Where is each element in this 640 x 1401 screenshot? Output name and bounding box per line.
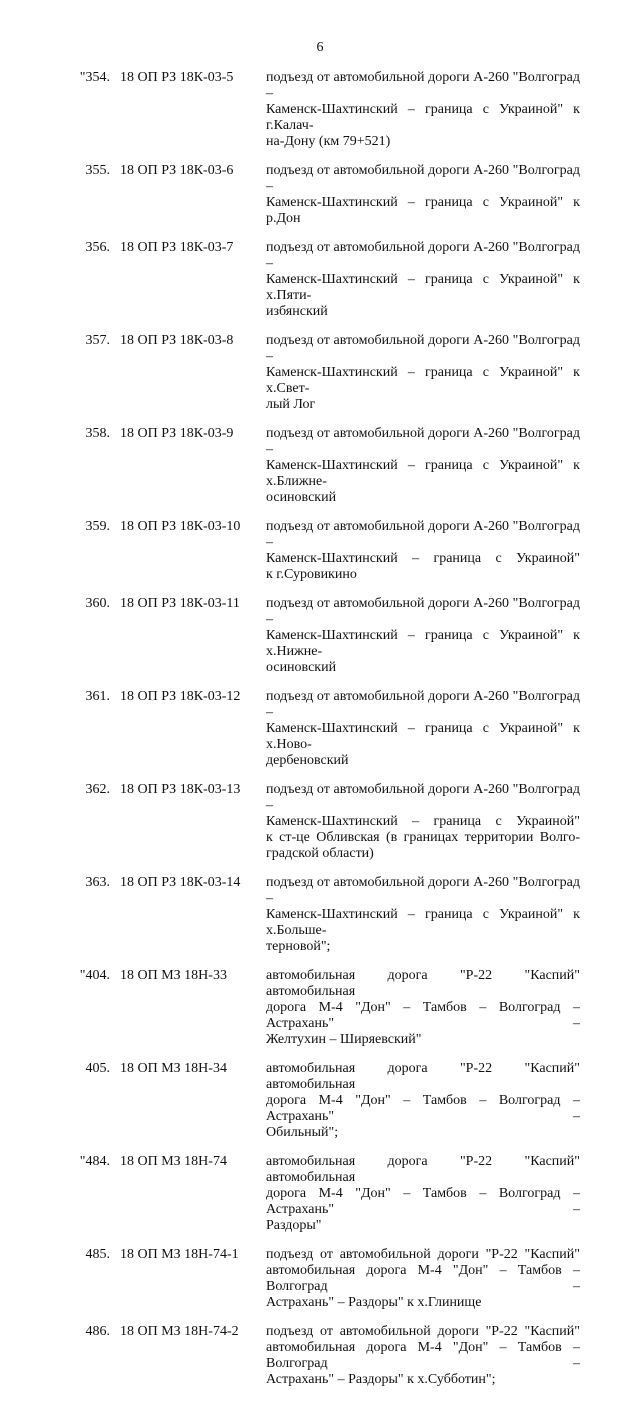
description-line: Астрахань" – Раздоры" к х.Субботин"; — [266, 1372, 496, 1387]
description-line: подъезд от автомобильной дороги "Р-22 "Каспий" — [266, 1324, 580, 1339]
description-line: подъезд от автомобильной дороги А-260 "Волгоград – — [266, 240, 580, 271]
description-line: Каменск-Шахтинский – граница с Украиной" — [266, 551, 580, 566]
road-code: 18 ОП РЗ 18К-03-10 — [120, 519, 241, 534]
road-code: 18 ОП РЗ 18К-03-14 — [120, 875, 241, 890]
description-line: подъезд от автомобильной дороги А-260 "Волгоград – — [266, 519, 580, 550]
description-line: градской области) — [266, 846, 374, 861]
entry-number: 358. — [85, 426, 110, 441]
entry-number: 361. — [85, 689, 110, 704]
road-description — [266, 1061, 580, 1141]
description-line: Каменск-Шахтинский – граница с Украиной" к х.Ближне- — [266, 458, 580, 489]
description-line: дорога М-4 "Дон" – Тамбов – Волгоград – Астрахань" – — [266, 1186, 580, 1217]
list-item — [0, 70, 640, 150]
road-code: 18 ОП РЗ 18К-03-9 — [120, 426, 234, 441]
description-line: лый Лог — [266, 397, 316, 412]
description-line: дорога М-4 "Дон" – Тамбов – Волгоград – Астрахань" – — [266, 1000, 580, 1031]
description-line: подъезд от автомобильной дороги А-260 "Волгоград – — [266, 333, 580, 364]
description-line: дербеновский — [266, 753, 349, 768]
road-description — [266, 1247, 580, 1311]
description-line: подъезд от автомобильной дороги А-260 "Волгоград – — [266, 596, 580, 627]
road-code: 18 ОП РЗ 18К-03-7 — [120, 240, 234, 255]
road-code: 18 ОП МЗ 18Н-74-2 — [120, 1324, 239, 1339]
description-line: автомобильная дорога М-4 "Дон" – Тамбов – Волгоград – — [266, 1263, 580, 1294]
road-description — [266, 240, 580, 320]
description-line: Каменск-Шахтинский – граница с Украиной" — [266, 814, 580, 829]
entry-number: 363. — [85, 875, 110, 890]
description-line: подъезд от автомобильной дороги "Р-22 "Каспий" — [266, 1247, 580, 1262]
list-item — [0, 596, 640, 676]
road-description — [266, 782, 580, 862]
road-code: 18 ОП РЗ 18К-03-12 — [120, 689, 241, 704]
road-description — [266, 519, 580, 583]
description-line: осиновский — [266, 660, 337, 675]
road-description — [266, 689, 580, 769]
description-line: Каменск-Шахтинский – граница с Украиной" к х.Нижне- — [266, 628, 580, 659]
description-line: подъезд от автомобильной дороги А-260 "Волгоград – — [266, 426, 580, 457]
road-code: 18 ОП МЗ 18Н-34 — [120, 1061, 227, 1076]
road-description — [266, 70, 580, 150]
road-description — [266, 426, 580, 506]
list-item — [0, 240, 640, 320]
description-line: дорога М-4 "Дон" – Тамбов – Волгоград – Астрахань" – — [266, 1093, 580, 1124]
road-description — [266, 968, 580, 1048]
description-line: Каменск-Шахтинский – граница с Украиной" к х.Пяти- — [266, 272, 580, 303]
description-line: Каменск-Шахтинский – граница с Украиной" к х.Свет- — [266, 365, 580, 396]
entry-number: 360. — [85, 596, 110, 611]
list-item — [0, 1061, 640, 1141]
road-description — [266, 1154, 580, 1234]
road-code: 18 ОП МЗ 18Н-74-1 — [120, 1247, 239, 1262]
description-line: Обильный"; — [266, 1125, 339, 1140]
entry-number: 362. — [85, 782, 110, 797]
description-line: Каменск-Шахтинский – граница с Украиной" к х.Ново- — [266, 721, 580, 752]
road-description — [266, 333, 580, 413]
list-item — [0, 1324, 640, 1388]
description-line: подъезд от автомобильной дороги А-260 "Волгоград – — [266, 782, 580, 813]
road-description — [266, 163, 580, 227]
list-item — [0, 426, 640, 506]
list-item — [0, 163, 640, 227]
list-item — [0, 1247, 640, 1311]
description-line: Желтухин – Ширяевский" — [266, 1032, 422, 1047]
description-line: на-Дону (км 79+521) — [266, 134, 391, 149]
description-line: к г.Суровикино — [266, 567, 357, 582]
road-code: 18 ОП РЗ 18К-03-11 — [120, 596, 240, 611]
description-line: автомобильная дорога М-4 "Дон" – Тамбов – Волгоград – — [266, 1340, 580, 1371]
entry-number: "354. — [79, 70, 110, 85]
entry-number: "484. — [79, 1154, 110, 1169]
description-line: Раздоры" — [266, 1218, 322, 1233]
list-item — [0, 519, 640, 583]
description-line: Астрахань" – Раздоры" к х.Глинище — [266, 1295, 482, 1310]
entry-number: "404. — [79, 968, 110, 983]
list-item — [0, 1154, 640, 1234]
description-line: Каменск-Шахтинский – граница с Украиной" к г.Калач- — [266, 102, 580, 133]
entry-number: 357. — [85, 333, 110, 348]
entry-number: 356. — [85, 240, 110, 255]
description-line: подъезд от автомобильной дороги А-260 "Волгоград – — [266, 163, 580, 194]
description-line: автомобильная дорога "Р-22 "Каспий" автомобильная — [266, 1154, 580, 1185]
entry-number: 405. — [85, 1061, 110, 1076]
entry-number: 359. — [85, 519, 110, 534]
list-item — [0, 968, 640, 1048]
description-line: осиновский — [266, 490, 337, 505]
road-list — [0, 70, 640, 1401]
page-number: 6 — [316, 40, 324, 55]
list-item — [0, 333, 640, 413]
description-line: избянский — [266, 304, 328, 319]
description-line: к ст-це Обливская (в границах территории Волго- — [266, 830, 580, 845]
entry-number: 485. — [85, 1247, 110, 1262]
entry-number: 355. — [85, 163, 110, 178]
road-description — [266, 596, 580, 676]
entry-number: 486. — [85, 1324, 110, 1339]
description-line: подъезд от автомобильной дороги А-260 "Волгоград – — [266, 70, 580, 101]
road-description — [266, 1324, 580, 1388]
road-code: 18 ОП РЗ 18К-03-5 — [120, 70, 234, 85]
description-line: автомобильная дорога "Р-22 "Каспий" автомобильная — [266, 1061, 580, 1092]
list-item — [0, 875, 640, 955]
description-line: подъезд от автомобильной дороги А-260 "Волгоград – — [266, 689, 580, 720]
road-code: 18 ОП МЗ 18Н-74 — [120, 1154, 227, 1169]
description-line: Каменск-Шахтинский – граница с Украиной" к р.Дон — [266, 195, 580, 226]
road-code: 18 ОП РЗ 18К-03-13 — [120, 782, 241, 797]
list-item — [0, 689, 640, 769]
road-code: 18 ОП РЗ 18К-03-8 — [120, 333, 234, 348]
road-code: 18 ОП МЗ 18Н-33 — [120, 968, 227, 983]
description-line: терновой"; — [266, 939, 331, 954]
description-line: подъезд от автомобильной дороги А-260 "Волгоград – — [266, 875, 580, 906]
description-line: Каменск-Шахтинский – граница с Украиной" к х.Большe- — [266, 907, 580, 938]
list-item — [0, 782, 640, 862]
road-description — [266, 875, 580, 955]
description-line: автомобильная дорога "Р-22 "Каспий" автомобильная — [266, 968, 580, 999]
road-code: 18 ОП РЗ 18К-03-6 — [120, 163, 234, 178]
